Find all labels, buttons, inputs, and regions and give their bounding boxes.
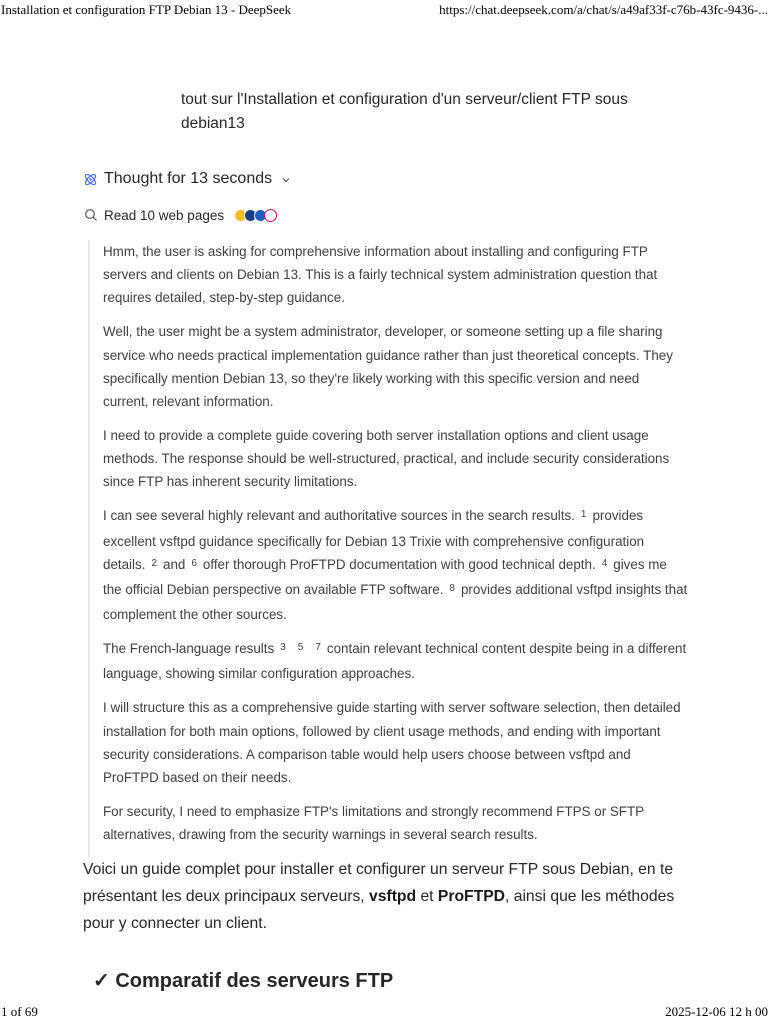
citation-badge[interactable]: 3 (280, 642, 286, 654)
reasoning-paragraph: For security, I need to emphasize FTP's limitations and strongly recommend FTPS or SFTP alternatives, drawing from the security warnings in several search results. (103, 804, 644, 843)
reasoning-paragraph (103, 637, 688, 685)
reasoning-paragraph (103, 504, 688, 626)
atom-icon (83, 172, 98, 187)
citation-badge[interactable]: 4 (601, 557, 608, 569)
thought-toggle[interactable] (83, 168, 292, 190)
reasoning-text: provides additional vsftpd insights that complement the other sources. (103, 582, 688, 623)
reasoning-text: The French-language results (103, 641, 275, 657)
web-search-results[interactable] (84, 205, 277, 225)
section-heading-partial (93, 968, 433, 992)
reasoning-paragraph: I need to provide a complete guide covering both server installation options and client usage methods. The response should be well-structured, practical, and include security considerations since FTP has inherent security limitations. (103, 428, 670, 490)
citation-badge[interactable]: 6 (191, 557, 197, 569)
reasoning-block (88, 240, 688, 857)
citation-badge[interactable]: 8 (449, 583, 455, 595)
print-header (0, 2, 768, 20)
user-message: tout sur l'Installation et configuration d'un serveur/client FTP sous debian13 (181, 91, 628, 132)
section-heading-text: ✓ Comparatif des serveurs FTP (93, 970, 394, 992)
print-title: Installation et configuration FTP Debian 13 - DeepSeek (1, 2, 292, 17)
print-date: 2025-12-06 12 h 00 (665, 1004, 768, 1019)
answer-text: , ainsi que les méthodes pour y connecter un client. (83, 888, 675, 933)
reasoning-text: provides excellent vsftpd guidance specifically for Debian 13 Trixie with comprehensive configuration details. (103, 508, 645, 572)
print-url: https://chat.deepseek.com/a/chat/s/a49af33f-c76b-43fc-9436-... (439, 2, 768, 17)
search-icon (84, 208, 98, 222)
answer-bold-vsftpd: vsftpd (369, 888, 417, 906)
thought-label: Thought for 13 seconds (104, 170, 273, 187)
reasoning-paragraph: I will structure this as a comprehensive guide starting with server software selection, then detailed installation for both main options, followed by client usage methods, and ending with important security considerations. A comparison table would help users choose between vsftpd and ProFTPD based on their needs. (103, 700, 681, 786)
reasoning-text: contain relevant technical content despite being in a different language, showing similar configuration approaches. (103, 641, 687, 682)
citation-badge[interactable]: 5 (297, 642, 304, 654)
answer-text: et (420, 888, 434, 906)
reasoning-text: gives me the official Debian perspective on available FTP software. (103, 556, 667, 598)
citation-badge[interactable]: 2 (151, 557, 157, 569)
reasoning-text: I can see several highly relevant and authoritative sources in the search results. (103, 508, 575, 524)
answer-intro (83, 856, 683, 938)
chevron-down-icon (280, 173, 292, 185)
citation-badge[interactable]: 7 (315, 642, 321, 654)
reasoning-paragraph: Well, the user might be a system administrator, developer, or someone setting up a file sharing service who needs practical implementation guidance rather than just theoretical concepts. They specifically mention Debian 13, so they're likely working with this specific version and need current, relevant information. (103, 324, 673, 410)
source-favicons[interactable] (234, 209, 277, 222)
citation-badge[interactable]: 1 (580, 509, 587, 521)
answer-bold-proftpd: ProFTPD (437, 888, 505, 906)
reasoning-text: offer thorough ProFTPD documentation with good technical depth. (202, 556, 596, 572)
answer-text: Voici un guide complet pour installer et configurer un serveur FTP sous Debian, en te présentant les deux principaux serveurs, (83, 861, 674, 906)
page-number: 1 of 69 (1, 1004, 38, 1019)
print-footer (0, 1004, 768, 1022)
reasoning-paragraph: Hmm, the user is asking for comprehensive information about installing and configuring FTP servers and clients on Debian 13. This is a fairly technical system administration question that requires detailed, step-by-step guidance. (103, 244, 658, 306)
debian-swirl-icon (264, 209, 277, 222)
reasoning-text: and (163, 556, 186, 572)
search-label: Read 10 web pages (104, 207, 225, 223)
